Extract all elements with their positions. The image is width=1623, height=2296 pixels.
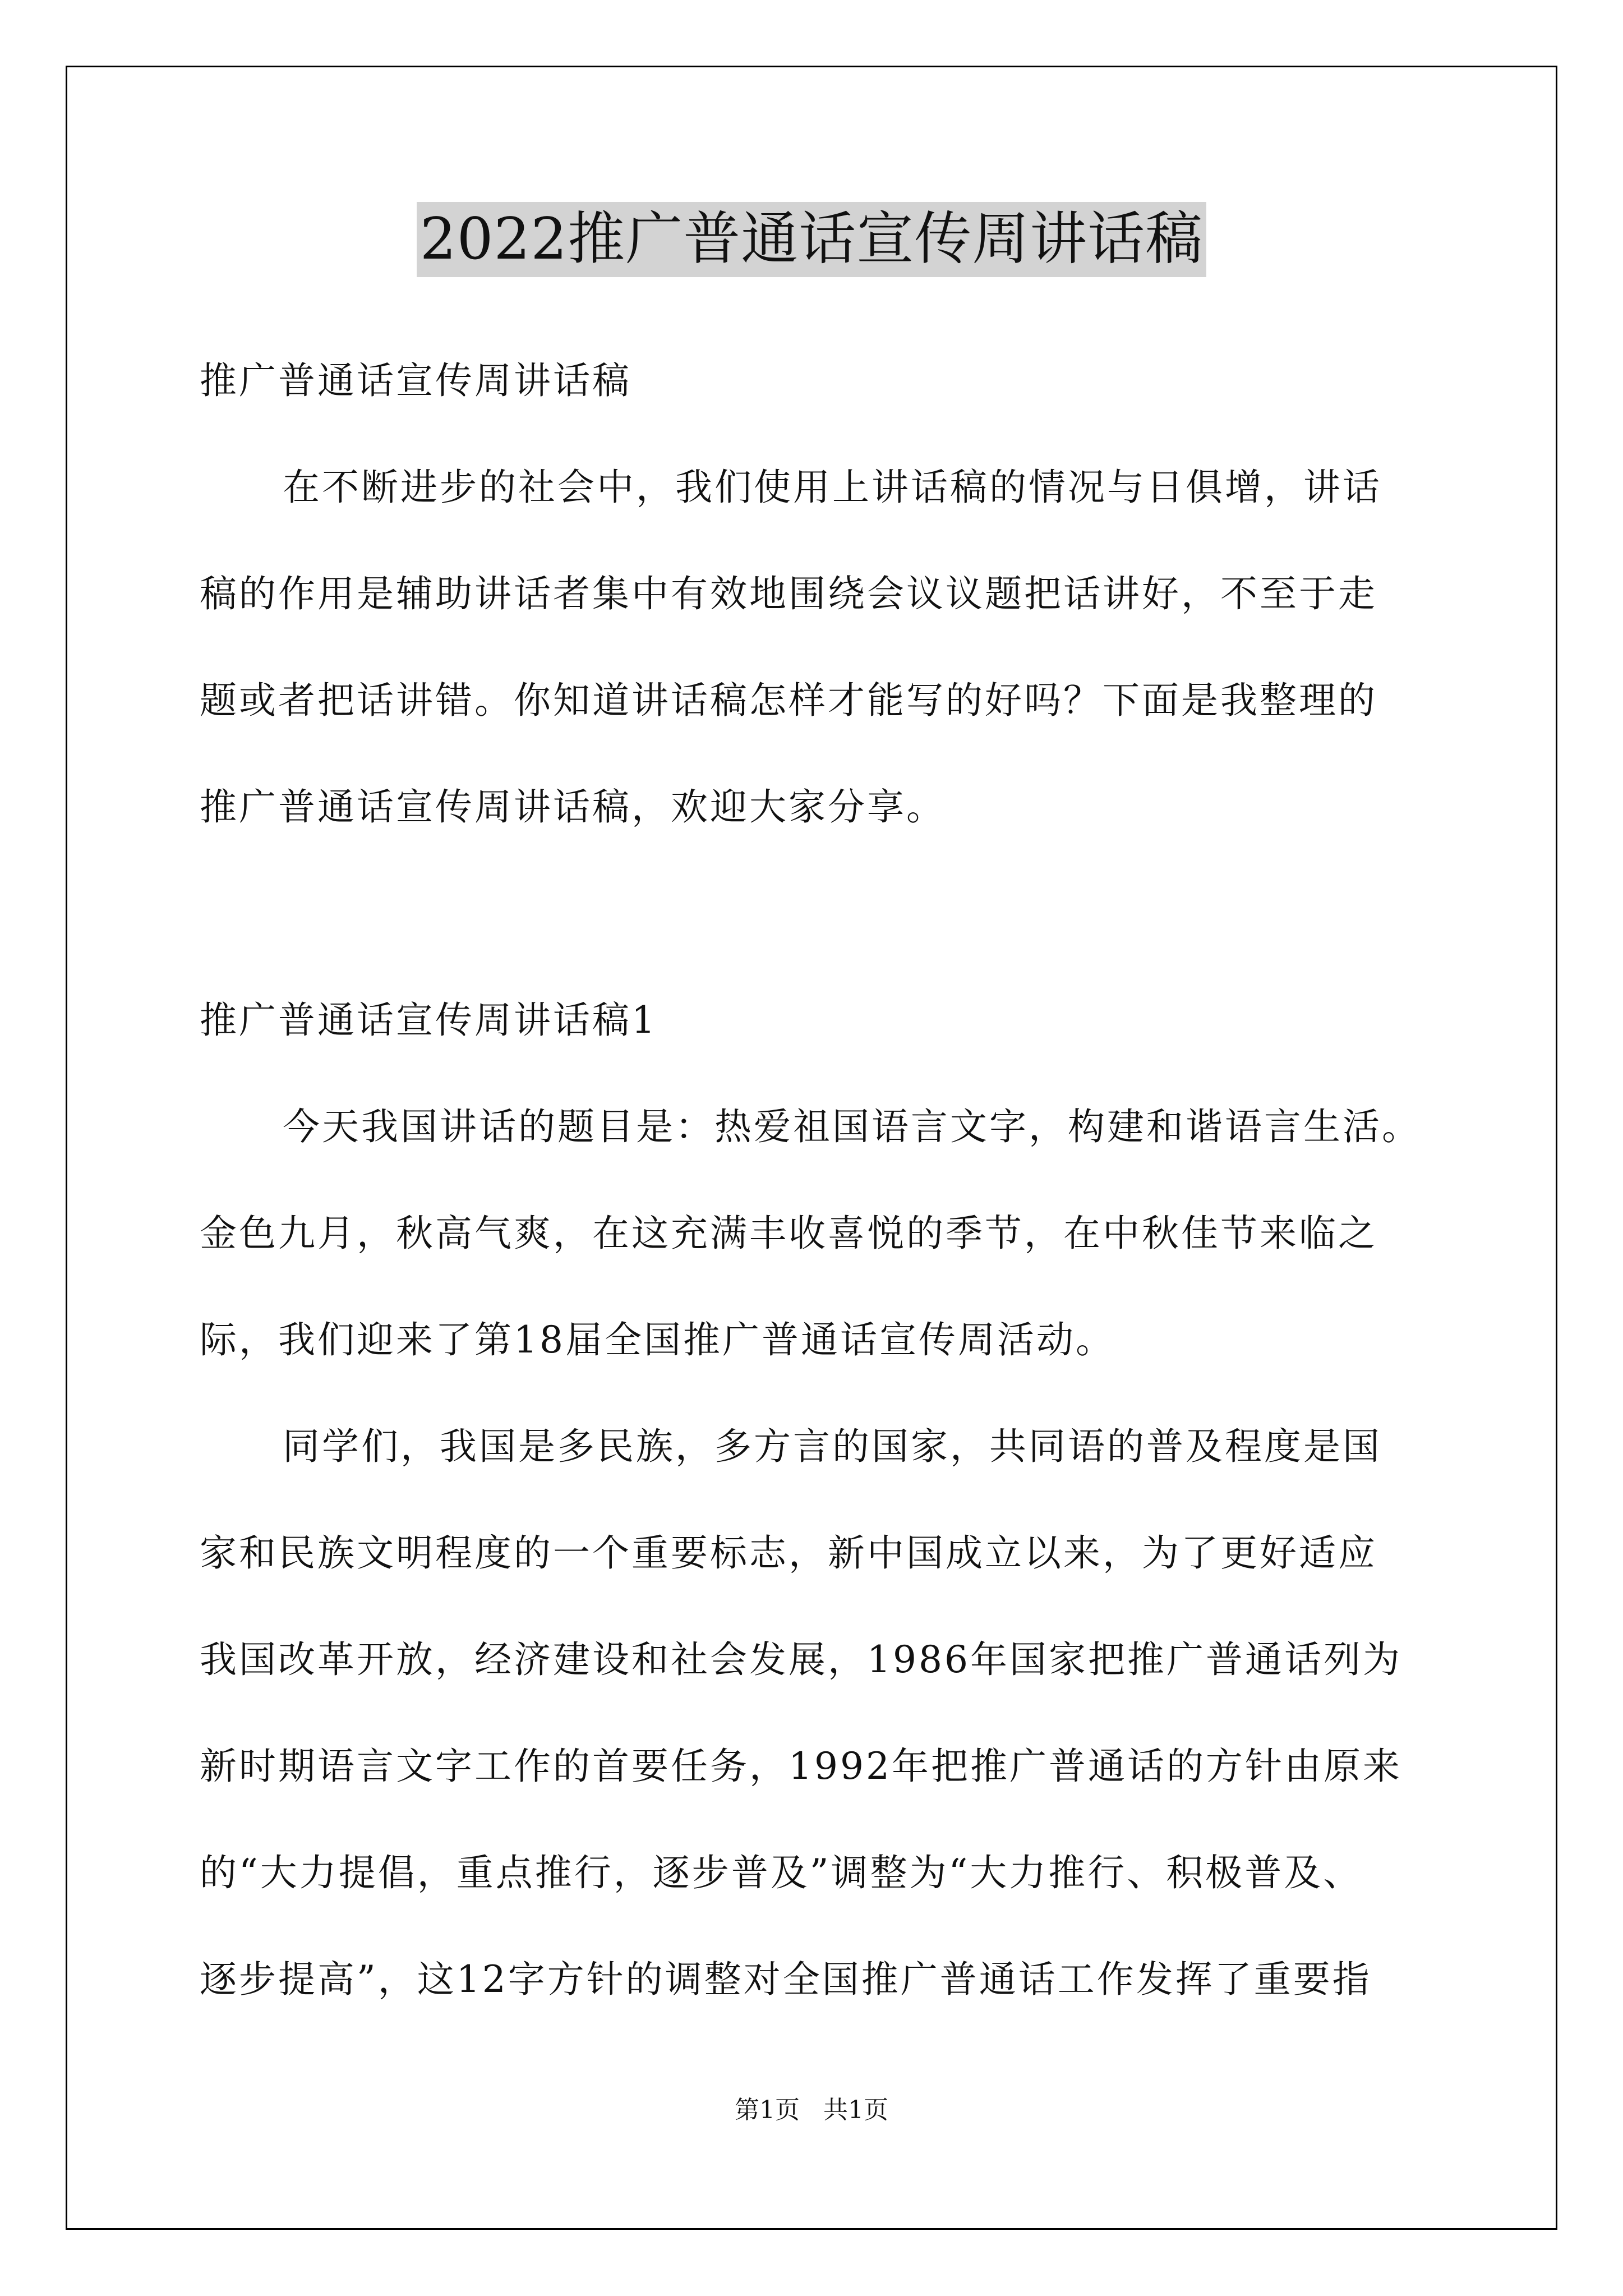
page-footer: 第1页 共1页 xyxy=(735,2096,888,2124)
paragraph-line: 新时期语言文字工作的首要任务，1992年把推广普通话的方针由原来 xyxy=(200,1745,1402,1788)
paragraph-line: 家和民族文明程度的一个重要标志，新中国成立以来，为了更好适应 xyxy=(200,1531,1377,1575)
paragraph-line: 际，我们迎来了第18届全国推广普通话宣传周活动。 xyxy=(200,1318,1115,1361)
intro-line: 在不断进步的社会中，我们使用上讲话稿的情况与日俱增，讲话 xyxy=(283,466,1382,509)
paragraph-line: 逐步提高”，这12字方针的调整对全国推广普通话工作发挥了重要指 xyxy=(200,1958,1372,2001)
paragraph-line: 我国改革开放，经济建设和社会发展，1986年国家把推广普通话列为 xyxy=(200,1638,1402,1681)
paragraph-line: 今天我国讲话的题目是：热爱祖国语言文字，构建和谐语言生活。 xyxy=(283,1105,1421,1148)
title-container xyxy=(0,202,1623,277)
paragraph-line: 同学们，我国是多民族，多方言的国家，共同语的普及程度是国 xyxy=(283,1425,1382,1468)
subtitle: 推广普通话宣传周讲话稿 xyxy=(200,359,631,402)
paragraph-line: 的“大力提倡，重点推行，逐步普及”调整为“大力推行、积极普及、 xyxy=(200,1851,1363,1894)
intro-line: 推广普通话宣传周讲话稿，欢迎大家分享。 xyxy=(200,785,946,829)
intro-line: 稿的作用是辅助讲话者集中有效地围绕会议议题把话讲好，不至于走 xyxy=(200,572,1377,615)
intro-line: 题或者把话讲错。你知道讲话稿怎样才能写的好吗？下面是我整理的 xyxy=(200,679,1377,722)
paragraph-line: 金色九月，秋高气爽，在这充满丰收喜悦的季节，在中秋佳节来临之 xyxy=(200,1212,1377,1255)
section-heading: 推广普通话宣传周讲话稿1 xyxy=(200,999,657,1042)
document-title: 2022推广普通话宣传周讲话稿 xyxy=(417,202,1207,277)
